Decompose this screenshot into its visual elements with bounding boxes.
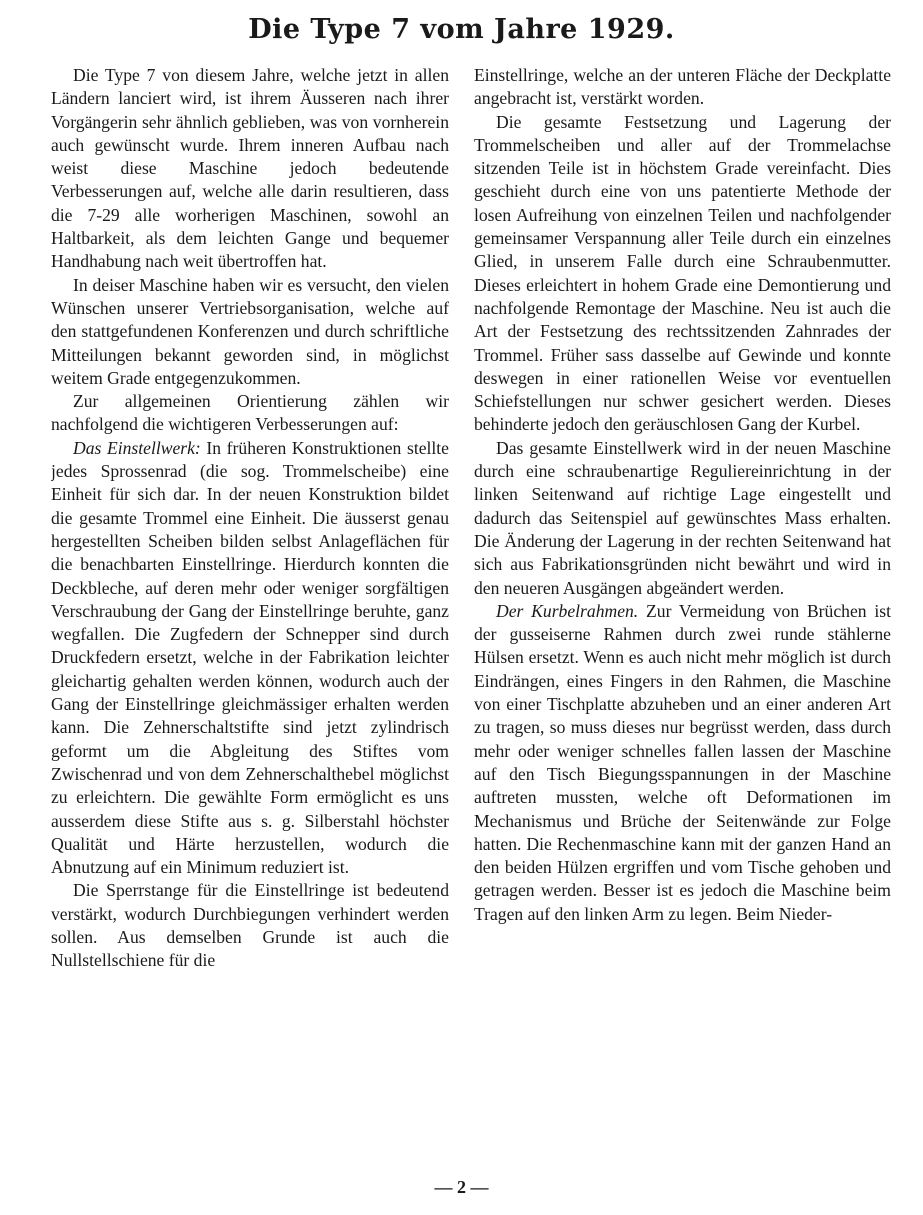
paragraph [474,600,891,926]
paragraph: Einstellringe, welche an der unteren Fläche der Deckplatte angebracht ist, verstärkt worden. [474,65,891,109]
paragraph [51,437,449,880]
page-number: — 2 — [434,1177,489,1197]
section-heading: Der Kurbelrahmen. [496,600,639,621]
paragraph-text: In früheren Konstruktionen stellte jedes Sprossenrad (die sog. Trommelscheibe) eine Einheit für sich dar. In der neuen Konstruktion bildet die gesamte Trommel eine Einheit. Die äusserst genau hergestellten Scheiben bilden selbst Anlageflächen für die benachbarten Einstellringe. Hierdurch konnten die Deckbleche, auf deren mehr oder weniger sorgfältigen Verschraubung der Gang der Einstellringe beruhte, ganz wegfallen. Die Zugfedern der Schnepper sind durch Druckfedern ersetzt, welche in der Fabrikation leichter gleichartig gehalten werden können, wodurch auch der Gang der Einstellringe gleichmässiger erhalten werden kann. Die Zehnerschaltstifte sind jetzt zylindrisch geformt um die Abgleitung des Stiftes vom Zwischenrad und von dem Zehnerschalthebel möglichst zu erleichtern. Die gewählte Form ermöglicht es uns ausserdem diese Stifte aus s. g. Silberstahl höchster Qualität und Härte herzustellen, wodurch die Abnutzung auf ein Minimum reduziert ist. [51,437,449,878]
paragraph: Das gesamte Einstellwerk wird in der neuen Maschine durch eine schraubenartige Reguliereinrichtung in der linken Seitenwand auf richtige Lage eingestellt und dadurch das Seitenspiel auf gewünschtes Mass erhalten. Die Änderung der Lagerung in der rechten Seitenwand hat sich aus Fabrikationsgründen nicht bewährt und wird in den neueren Ausgängen abgeändert werden. [474,437,891,598]
paragraph-text: Zur Vermeidung von Brüchen ist der gusseiserne Rahmen durch zwei runde stählerne Hülsen ersetzt. Wenn es auch nicht mehr möglich ist durch Eindrängen, eines Fingers in den Rahmen, die Maschine von einer Tischplatte abzuheben und an einer anderen Art zu tragen, so muss dieses nur begrüsst werden, dass durch mehr oder weniger schnelles fallen lassen der Maschine auf den Tisch Biegungsspannungen in der Maschine auftreten mussten, welche oft Deformationen im Mechanismus und Brüche der Seitenwände zur Folge hatten. Die Rechenmaschine kann mit der ganzen Hand an den beiden Hülzen ergriffen und vom Tische gehoben und getragen werden. Besser ist es jedoch die Maschine beim Tragen auf den linken Arm zu legen. Beim Nieder- [474,600,891,924]
paragraph: Zur allgemeinen Orientierung zählen wir nachfolgend die wichtigeren Verbesserungen auf: [51,391,449,435]
left-column [51,64,449,1174]
page-title: Die Type 7 vom Jahre 1929. [248,14,675,45]
right-column [474,64,891,1174]
paragraph: Die Type 7 von diesem Jahre, welche jetzt in allen Ländern lanciert wird, ist ihrem Äusseren nach ihrer Vorgängerin sehr ähnlich geblieben, was von vornherein auch gewünscht wurde. Ihrem inneren Aufbau nach weist diese Maschine jedoch bedeutende Verbesserungen auf, welche alle darin resultieren, dass die 7-29 alle worherigen Maschinen, sowohl an Haltbarkeit, als dem leichten Gange und bequemer Handhabung nach weit übertroffen hat. [51,65,449,272]
paragraph: Die Sperrstange für die Einstellringe ist bedeutend verstärkt, wodurch Durchbiegungen verhindert werden sollen. Aus demselben Grunde ist auch die Nullstellschiene für die [51,880,449,971]
paragraph: In deiser Maschine haben wir es versucht, den vielen Wünschen unserer Vertriebsorganisation, welche auf den stattgefundenen Konferenzen und durch schriftliche Mitteilungen bekannt geworden sind, in möglichst weitem Grade entgegenzukommen. [51,274,449,388]
section-heading: Das Einstellwerk: [73,437,201,458]
paragraph: Die gesamte Festsetzung und Lagerung der Trommelscheiben und aller auf der Trommelachse sitzenden Teile ist in höchstem Grade vereinfacht. Dies geschieht durch eine von uns patentierte Methode der losen Aufreihung von einzelnen Teilen und nachfolgender gemeinsamer Verspannung aller Teile durch ein einzelnes Glied, in unserem Falle durch eine Schraubenmutter. Dieses erleichtert in hohem Grade eine Demontierung und nachfolgende Remontage der Maschine. Neu ist auch die Art der Festsetzung des rechtssitzenden Zahnrades der Trommel. Früher sass dasselbe auf Gewinde und konnte deswegen in einer rationellen Weise vor eventuellen Schiefstellungen nur schwer gesichert werden. Dieses behinderte jedoch den geräuschlosen Gang der Kurbel. [474,111,891,435]
